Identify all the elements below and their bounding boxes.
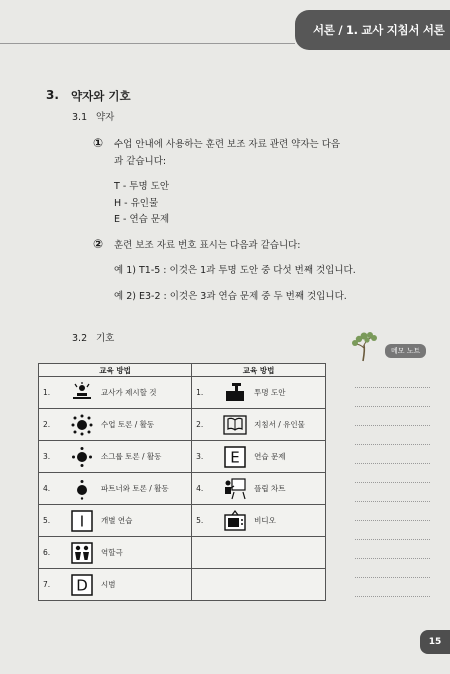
memo-line [355, 444, 430, 445]
tv-icon [222, 510, 248, 532]
abbreviation: H - 유인물 [114, 198, 159, 209]
subsection-title: 약자 [96, 112, 115, 123]
exercise-e-icon [222, 446, 248, 468]
symbol-label: 플립 차트 [254, 484, 286, 493]
partner-icon [69, 478, 95, 500]
section-title: 약자와 기호 [71, 89, 131, 103]
flipchart-icon [222, 478, 248, 500]
class-discussion-icon [69, 414, 95, 436]
abbreviation: E - 연습 문제 [114, 214, 170, 225]
row-number: 5. [43, 516, 51, 525]
symbol-label: 시범 [101, 580, 116, 589]
item-text: 훈련 보조 자료 번호 표시는 다음과 같습니다: [114, 240, 301, 251]
row-number: 4. [43, 484, 51, 493]
example-text: 예 1) T1-5 : 이것은 1과 투명 도안 중 다섯 번째 것입니다. [114, 265, 356, 276]
individual-i-icon [69, 510, 95, 532]
symbol-table [38, 363, 326, 601]
symbol-label: 지침서 / 유인물 [254, 420, 305, 429]
table-cell [39, 505, 192, 537]
memo-line [355, 596, 430, 597]
row-number: 3. [196, 452, 204, 461]
role-play-icon [69, 542, 95, 564]
small-group-icon [69, 446, 95, 468]
symbol-label: 수업 토론 / 활동 [101, 420, 155, 429]
table-cell [39, 377, 192, 409]
row-number: 5. [196, 516, 204, 525]
presenter-icon [69, 382, 95, 404]
svg-text:D: D [76, 576, 88, 594]
header-rule [0, 43, 295, 44]
subsection-number: 3.2 [72, 333, 88, 344]
chapter-tab: 서론 / 1. 교사 지침서 서론 [295, 10, 450, 50]
symbol-label: 교사가 제시할 것 [101, 388, 157, 397]
page-number: 15 [420, 630, 450, 654]
row-number: 6. [43, 548, 51, 557]
memo-line [355, 520, 430, 521]
table-cell [192, 569, 326, 601]
memo-line [355, 558, 430, 559]
subsection-number: 3.1 [72, 112, 88, 123]
row-number: 1. [43, 388, 51, 397]
row-number: 4. [196, 484, 204, 493]
memo-line [355, 539, 430, 540]
table-cell [192, 505, 326, 537]
memo-tree-icon [349, 330, 389, 362]
projector-icon [222, 382, 248, 404]
table-cell [39, 473, 192, 505]
symbol-label: 소그룹 토론 / 활동 [101, 452, 162, 461]
memo-line [355, 577, 430, 578]
svg-text:E: E [230, 448, 240, 466]
memo-line [355, 387, 430, 388]
table-cell [192, 409, 326, 441]
row-number: 2. [43, 420, 51, 429]
row-number: 3. [43, 452, 51, 461]
memo-line [355, 501, 430, 502]
item-marker: ② [93, 237, 104, 251]
table-cell [192, 473, 326, 505]
symbol-label: 비디오 [254, 516, 276, 525]
table-cell [39, 537, 192, 569]
table-cell [39, 441, 192, 473]
symbol-label: 연습 문제 [254, 452, 286, 461]
item-text: 과 같습니다: [114, 156, 167, 167]
memo-line [355, 463, 430, 464]
table-cell [192, 377, 326, 409]
row-number: 1. [196, 388, 204, 397]
row-number: 7. [43, 580, 51, 589]
item-text: 수업 안내에 사용하는 훈련 보조 자료 관련 약자는 다음 [114, 139, 341, 150]
table-cell [39, 569, 192, 601]
memo-line [355, 406, 430, 407]
memo-line [355, 482, 430, 483]
table-cell [192, 441, 326, 473]
symbol-label: 개별 연습 [101, 516, 133, 525]
abbreviation: T - 투명 도안 [114, 181, 169, 192]
table-header: 교육 방법 [192, 364, 326, 377]
row-number: 2. [196, 420, 204, 429]
symbol-label: 역할극 [101, 548, 123, 557]
section-number: 3. [46, 88, 59, 102]
example-text: 예 2) E3-2 : 이것은 3과 연습 문제 중 두 번째 것입니다. [114, 291, 347, 302]
memo-label: 메모 노트 [385, 344, 426, 358]
demonstration-d-icon [69, 574, 95, 596]
item-marker: ① [93, 136, 104, 150]
table-cell [192, 537, 326, 569]
memo-line [355, 425, 430, 426]
table-cell [39, 409, 192, 441]
table-header: 교육 방법 [39, 364, 192, 377]
subsection-title: 기호 [96, 333, 115, 344]
svg-text:I: I [79, 512, 85, 530]
symbol-label: 투명 도안 [254, 388, 286, 397]
symbol-label: 파트너와 토론 / 활동 [101, 484, 169, 493]
book-icon [222, 414, 248, 436]
